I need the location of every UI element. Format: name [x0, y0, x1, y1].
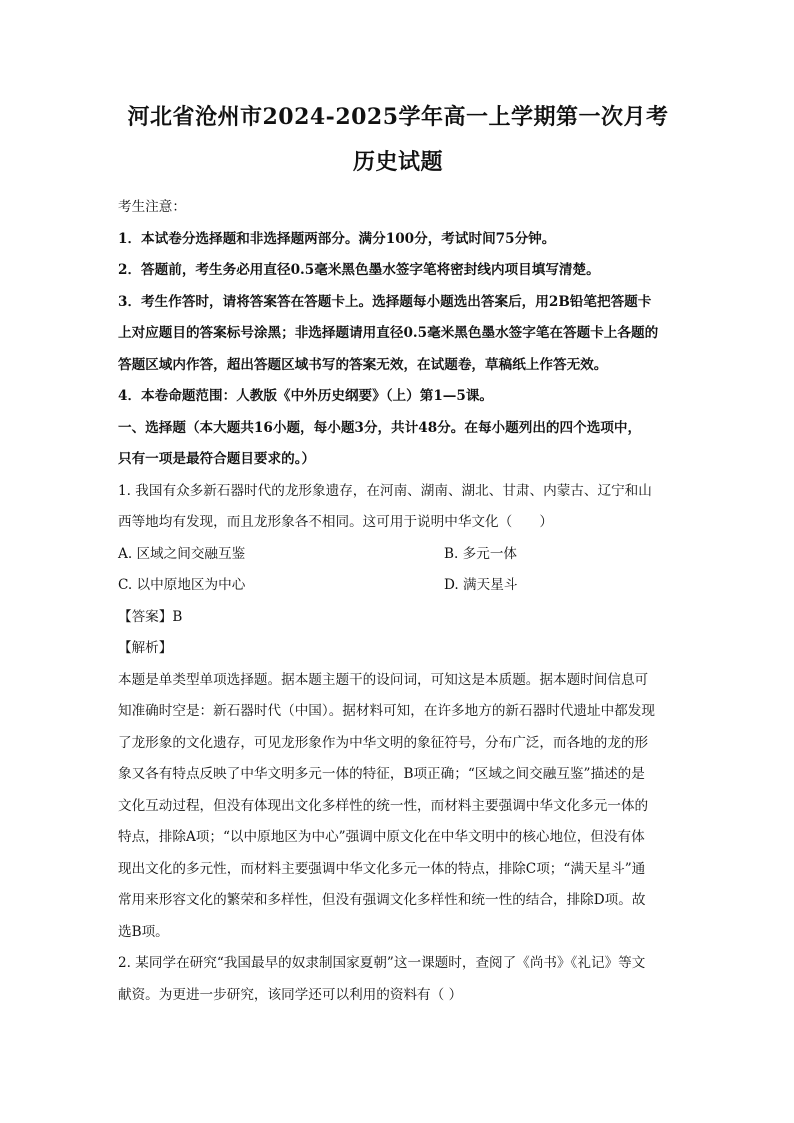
notice-item-1: 1．本试卷分选择题和非选择题两部分。满分100分，考试时间75分钟。 — [118, 230, 556, 247]
section-heading-line-2: 只有一项是最符合题目要求的。） — [118, 451, 316, 467]
analysis-line-2: 知准确时空是：新石器时代（中国）。据材料可知，在许多地方的新石器时代遗址中都发现 — [118, 703, 655, 719]
analysis-line-9: 选B项。 — [118, 923, 169, 940]
section-heading-line-1: 一、选择题（本大题共16小题，每小题3分，共计48分。在每小题列出的四个选项中， — [118, 419, 642, 436]
notice-heading: 考生注意： — [118, 199, 186, 215]
analysis-line-7: 现出文化的多元性，而材料主要强调中华文化多元一体的特点，排除C项；“满天星斗”通 — [118, 860, 646, 877]
exam-title: 河北省沧州市2024-2025学年高一上学期第一次月考 — [127, 104, 669, 130]
notice-item-4: 4．本卷命题范围：人教版《中外历史纲要》（上）第1—5课。 — [118, 388, 494, 404]
option-d: D. 满天星斗 — [444, 577, 518, 593]
question-2-stem-2: 献资。为更进一步研究，该同学还可以利用的资料有（ ） — [118, 986, 463, 1003]
analysis-label: 【解析】 — [118, 640, 173, 656]
notice-item-3-cont-2: 答题区域内作答，超出答题区域书写的答案无效，在试题卷，草稿纸上作答无效。 — [118, 356, 608, 373]
analysis-line-5: 文化互动过程，但没有体现出文化多样性的统一性，而材料主要强调中华文化多元一体的 — [118, 797, 649, 814]
analysis-line-6: 特点，排除A项；“以中原地区为中心”强调中原文化在中华文明中的核心地位，但没有体 — [118, 829, 645, 845]
analysis-line-1: 本题是单类型单项选择题。据本题主题干的设问词，可知这是本质题。据本题时间信息可 — [118, 671, 649, 688]
analysis-line-3: 了龙形象的文化遗存，可见龙形象作为中华文明的象征符号，分布广泛，而各地的龙的形 — [118, 734, 649, 751]
question-1-stem-2: 西等地均有发现，而且龙形象各不相同。这可用于说明中华文化（ ） — [118, 514, 553, 530]
analysis-line-4: 象又各有特点反映了中华文明多元一体的特征，B项正确；“区域之间交融互鉴”描述的是 — [118, 766, 645, 782]
notice-item-3: 3．考生作答时，请将答案答在答题卡上。选择题每小题选出答案后，用2B铅笔把答题卡 — [118, 293, 652, 310]
option-c: C. 以中原地区为中心 — [118, 577, 246, 593]
exam-subtitle: 历史试题 — [352, 149, 443, 175]
question-2-stem-1: 2. 某同学在研究“我国最早的奴隶制国家夏朝”这一课题时，查阅了《尚书》《礼记》等文 — [118, 955, 646, 971]
question-1-options-row-2 — [118, 570, 678, 602]
option-b: B. 多元一体 — [444, 545, 518, 562]
exam-page — [118, 96, 678, 1011]
question-1-stem-1: 1. 我国有众多新石器时代的龙形象遗存，在河南、湖南、湖北、甘肃、内蒙古、辽宁和山 — [118, 482, 652, 499]
notice-item-3-cont-1: 上对应题目的答案标号涂黑；非选择题请用直径0.5毫米黑色墨水签字笔在答题卡上各题的 — [118, 325, 659, 341]
question-1-options-row-1 — [118, 539, 678, 571]
analysis-line-8: 常用来形容文化的繁荣和多样性，但没有强调文化多样性和统一性的结合，排除D项。故 — [118, 892, 646, 908]
option-a: A. 区域之间交融互鉴 — [118, 545, 246, 562]
answer-label: 【答案】B — [118, 608, 183, 625]
notice-item-2: 2．答题前，考生务必用直径0.5毫米黑色墨水签字笔将密封线内项目填写清楚。 — [118, 262, 600, 278]
